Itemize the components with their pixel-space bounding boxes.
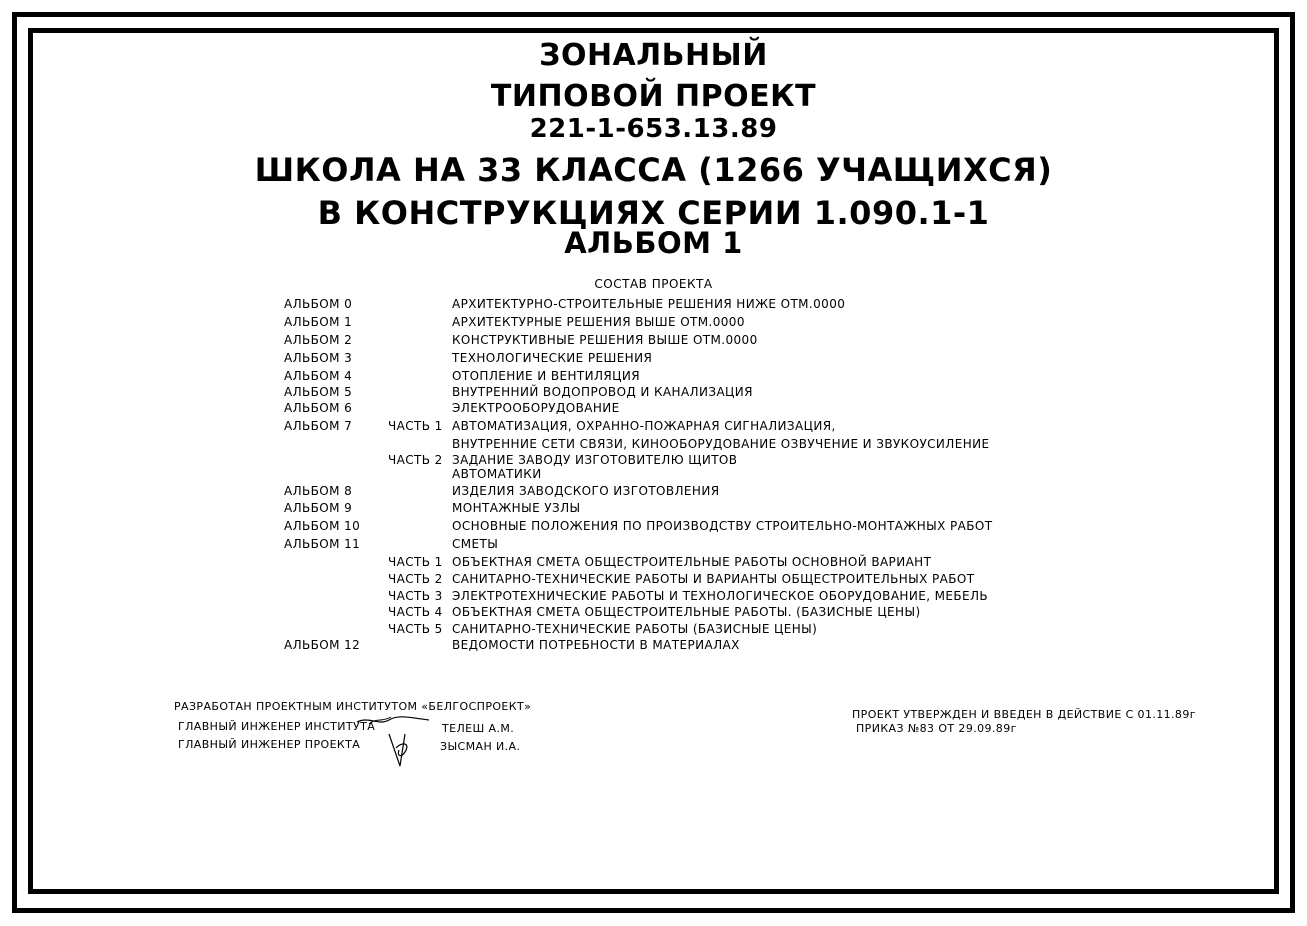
composition-description: АРХИТЕКТУРНЫЕ РЕШЕНИЯ ВЫШЕ ОТМ.0000 xyxy=(452,315,745,329)
composition-album: АЛЬБОМ 8 xyxy=(284,484,353,498)
composition-description: ВЕДОМОСТИ ПОТРЕБНОСТИ В МАТЕРИАЛАХ xyxy=(452,638,740,652)
composition-album: АЛЬБОМ 1 xyxy=(284,315,353,329)
title-line-album: АЛЬБОМ 1 xyxy=(564,226,743,260)
composition-description: ЭЛЕКТРОТЕХНИЧЕСКИЕ РАБОТЫ И ТЕХНОЛОГИЧЕСКОЕ ОБОРУДОВАНИЕ, МЕБЕЛЬ xyxy=(452,589,989,603)
title-line-school: ШКОЛА НА 33 КЛАССА (1266 УЧАЩИХСЯ) xyxy=(254,151,1053,189)
composition-description: МОНТАЖНЫЕ УЗЛЫ xyxy=(452,501,581,515)
composition-part: ЧАСТЬ 2 xyxy=(388,453,443,467)
composition-description: ВНУТРЕННИЕ СЕТИ СВЯЗИ, КИНООБОРУДОВАНИЕ ОЗВУЧЕНИЕ И ЗВУКОУСИЛЕНИЕ xyxy=(452,437,990,451)
composition-part: ЧАСТЬ 1 xyxy=(388,555,443,569)
composition-description: ЭЛЕКТРООБОРУДОВАНИЕ xyxy=(452,401,620,415)
composition-description: АРХИТЕКТУРНО-СТРОИТЕЛЬНЫЕ РЕШЕНИЯ НИЖЕ ОТМ.0000 xyxy=(452,297,846,311)
chief-engineer-institute-label: ГЛАВНЫЙ ИНЖЕНЕР ИНСТИТУТА xyxy=(178,720,376,733)
composition-description: АВТОМАТИЗАЦИЯ, ОХРАННО-ПОЖАРНАЯ СИГНАЛИЗАЦИЯ, xyxy=(452,419,836,433)
composition-description: ЗАДАНИЕ ЗАВОДУ ИЗГОТОВИТЕЛЮ ЩИТОВ xyxy=(452,453,738,467)
title-line-typical-project: ТИПОВОЙ ПРОЕКТ xyxy=(490,79,817,114)
composition-description: ОТОПЛЕНИЕ И ВЕНТИЛЯЦИЯ xyxy=(452,369,640,383)
signatures xyxy=(355,712,435,770)
composition-album: АЛЬБОМ 4 xyxy=(284,369,353,383)
composition-description: ОБЪЕКТНАЯ СМЕТА ОБЩЕСТРОИТЕЛЬНЫЕ РАБОТЫ ОСНОВНОЙ ВАРИАНТ xyxy=(452,555,932,569)
chief-engineer-project-name: ЗЫСМАН И.А. xyxy=(440,740,521,753)
composition-album: АЛЬБОМ 7 xyxy=(284,419,353,433)
composition-description: САНИТАРНО-ТЕХНИЧЕСКИЕ РАБОТЫ И ВАРИАНТЫ ОБЩЕСТРОИТЕЛЬНЫХ РАБОТ xyxy=(452,572,975,586)
composition-album: АЛЬБОМ 11 xyxy=(284,537,361,551)
composition-album: АЛЬБОМ 0 xyxy=(284,297,353,311)
chief-engineer-institute-name: ТЕЛЕШ А.М. xyxy=(442,722,515,735)
composition-album: АЛЬБОМ 2 xyxy=(284,333,353,347)
composition-part: ЧАСТЬ 2 xyxy=(388,572,443,586)
composition-part: ЧАСТЬ 1 xyxy=(388,419,443,433)
title-line-zonal: ЗОНАЛЬНЫЙ xyxy=(539,38,768,73)
title-line-series: В КОНСТРУКЦИЯХ СЕРИИ 1.090.1-1 xyxy=(317,194,990,232)
composition-album: АЛЬБОМ 5 xyxy=(284,385,353,399)
signature-zysman xyxy=(389,734,407,766)
composition-description: ОБЪЕКТНАЯ СМЕТА ОБЩЕСТРОИТЕЛЬНЫЕ РАБОТЫ. (БАЗИСНЫЕ ЦЕНЫ) xyxy=(452,605,921,619)
developed-by: РАЗРАБОТАН ПРОЕКТНЫМ ИНСТИТУТОМ «БЕЛГОСПРОЕКТ» xyxy=(174,700,532,713)
composition-description: ИЗДЕЛИЯ ЗАВОДСКОГО ИЗГОТОВЛЕНИЯ xyxy=(452,484,720,498)
composition-album: АЛЬБОМ 10 xyxy=(284,519,361,533)
composition-description: КОНСТРУКТИВНЫЕ РЕШЕНИЯ ВЫШЕ ОТМ.0000 xyxy=(452,333,758,347)
composition-part: ЧАСТЬ 4 xyxy=(388,605,443,619)
composition-album: АЛЬБОМ 9 xyxy=(284,501,353,515)
signature-telesh xyxy=(357,717,429,722)
composition-description: ОСНОВНЫЕ ПОЛОЖЕНИЯ ПО ПРОИЗВОДСТВУ СТРОИТЕЛЬНО-МОНТАЖНЫХ РАБОТ xyxy=(452,519,993,533)
order-line: ПРИКАЗ №83 ОТ 29.09.89г xyxy=(856,722,1017,735)
composition-album: АЛЬБОМ 6 xyxy=(284,401,353,415)
composition-description: ТЕХНОЛОГИЧЕСКИЕ РЕШЕНИЯ xyxy=(452,351,653,365)
project-number: 221-1-653.13.89 xyxy=(529,114,778,144)
composition-part: ЧАСТЬ 3 xyxy=(388,589,443,603)
composition-album: АЛЬБОМ 3 xyxy=(284,351,353,365)
composition-description: ВНУТРЕННИЙ ВОДОПРОВОД И КАНАЛИЗАЦИЯ xyxy=(452,385,753,399)
composition-heading: СОСТАВ ПРОЕКТА xyxy=(594,277,713,291)
composition-description: АВТОМАТИКИ xyxy=(452,467,542,481)
composition-part: ЧАСТЬ 5 xyxy=(388,622,443,636)
composition-album: АЛЬБОМ 12 xyxy=(284,638,361,652)
chief-engineer-project-label: ГЛАВНЫЙ ИНЖЕНЕР ПРОЕКТА xyxy=(178,738,361,751)
approval-line: ПРОЕКТ УТВЕРЖДЕН И ВВЕДЕН В ДЕЙСТВИЕ С 01.11.89г xyxy=(852,708,1196,721)
composition-description: САНИТАРНО-ТЕХНИЧЕСКИЕ РАБОТЫ (БАЗИСНЫЕ ЦЕНЫ) xyxy=(452,622,818,636)
composition-description: СМЕТЫ xyxy=(452,537,499,551)
